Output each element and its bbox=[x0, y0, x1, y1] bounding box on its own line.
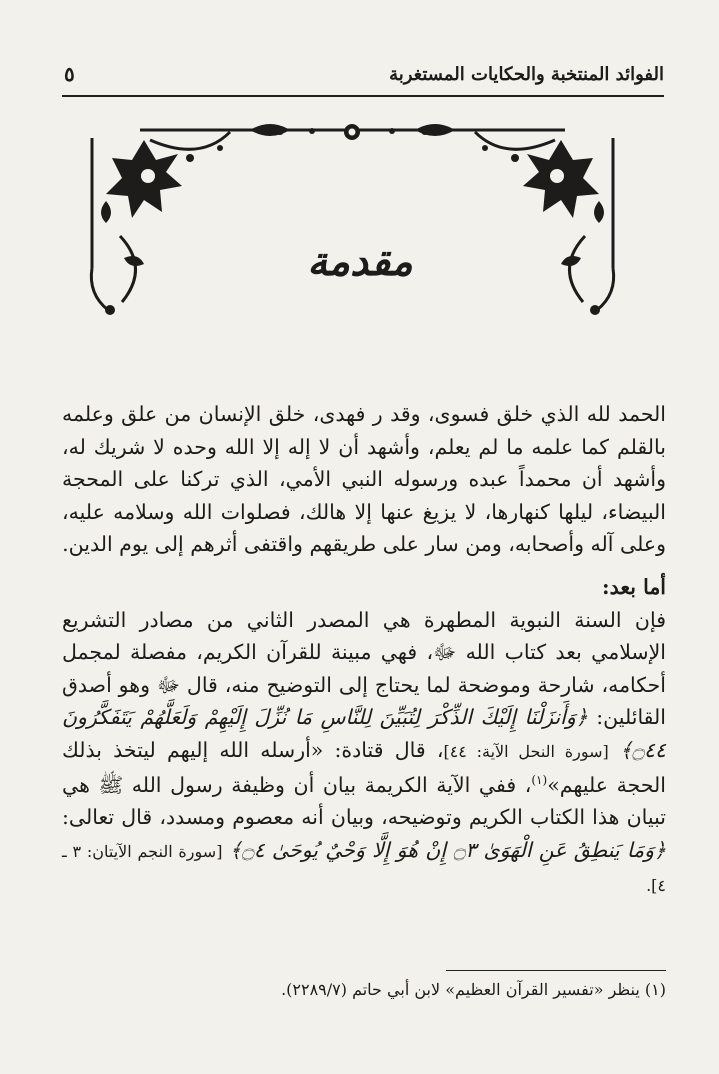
page-header bbox=[62, 62, 664, 92]
verse-reference: [سورة النجم الآيتان: ٣ ـ ٤]. bbox=[62, 841, 666, 896]
opening-paragraph: الحمد لله الذي خلق فسوى، وقد ر فهدى، خلق الإنسان من علق وعلمه بالقلم كما علمه ما لم يعلم، وأشهد أن لا إله إلا الله وحده لا شريك له، وأشهد أن محمداً عبده ورسوله النبي الأمي، الذي تركنا على المحجة البيضاء، ليلها كنهارها، لا يزيغ عنها إلا هالك، فصلوات الله وسلامه عليه، وعلى آله وأصحابه، ومن سار على طريقهم واقتفى أثرهم إلى يوم الدين. bbox=[62, 402, 666, 557]
paragraph-text: ، ففي الآية الكريمة بيان أن وظيفة رسول الله ﷺ هي تبيان هذا الكتاب الكريم وتوضيحه، وبيان أنه معصوم ومسدد، قال تعالى: bbox=[62, 772, 666, 830]
paragraph-text: فإن السنة النبوية المطهرة هي المصدر الثاني من مصادر التشريع الإسلامي بعد كتاب الله ﷻ، فهي مبينة للقرآن الكريم، مفصلة لمجمل أحكامه، شارحة وموضحة لما يحتاج إلى التوضيح منه، قال ﷻ وهو أصدق القائلين: bbox=[62, 607, 666, 730]
ornamental-frame-icon bbox=[80, 118, 625, 318]
main-paragraph bbox=[62, 604, 666, 903]
footnote-marker[interactable]: (١) bbox=[531, 772, 548, 787]
paragraph-text: ، قال قتادة: «أرسله الله إليهم ليتخذ بذلك الحجة عليهم» bbox=[62, 737, 666, 797]
footnote-rule bbox=[446, 970, 666, 971]
section-subheading: أما بعد: bbox=[602, 574, 666, 599]
quran-verse: ﴿وَمَا يَنطِقُ عَنِ الْهَوَىٰ ۝٣ إِنْ هُوَ إِلَّا وَحْيٌ يُوحَىٰ ۝٤﴾ bbox=[229, 837, 666, 862]
header-rule bbox=[62, 95, 664, 97]
body-text bbox=[62, 398, 666, 903]
page-number: ٥ bbox=[64, 62, 75, 86]
quran-verse: ﴿وَأَنزَلْنَا إِلَيْكَ الذِّكْرَ لِتُبَيِّنَ لِلنَّاسِ مَا نُزِّلَ إِلَيْهِمْ وَلَعَلَّهُمْ يَتَفَكَّرُونَ ۝٤٤﴾ bbox=[62, 705, 666, 762]
footnote: (١) ينظر «تفسير القرآن العظيم» لابن أبي حاتم (٢٢٨٩/٧). bbox=[281, 980, 666, 999]
chapter-title: مقدمة bbox=[307, 238, 413, 285]
running-title: الفوائد المنتخبة والحكايات المستغربة bbox=[389, 64, 664, 85]
verse-reference: [سورة النحل الآية: ٤٤] bbox=[443, 741, 609, 761]
